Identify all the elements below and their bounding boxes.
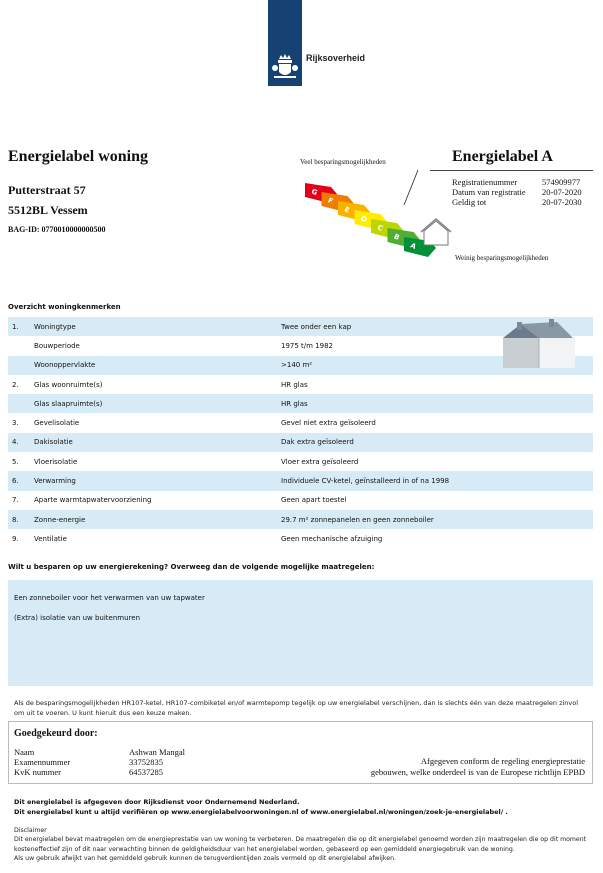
scale-band-letter: D xyxy=(359,214,369,225)
org-name: Rijksoverheid xyxy=(306,53,366,63)
disclaimer-text: Als uw gebruik afwijkt van het gemiddeld gebruik kunnen de terugverdientijden zoals vermeld op dit energielabel afwijken. xyxy=(14,854,396,862)
row-value: >140 m² xyxy=(281,356,593,375)
row-name: Bouwperiode xyxy=(34,341,80,350)
row-value: Dak extra geïsoleerd xyxy=(281,433,593,452)
row-name: Woningtype xyxy=(34,317,281,336)
disclaimer xyxy=(14,826,589,863)
advice-note: Als de besparingsmogelijkheden HR107-ketel, HR107-combiketel en/of warmtepomp tegelijk op uw energielabel verschijnen, dan is slechts één van deze maatregelen zinvol om uit te voeren. U kunt hieruit dus een keuze maken. xyxy=(14,699,579,717)
registration-date-label: Datum van registratie xyxy=(452,187,526,197)
approved-title: Goedgekeurd door: xyxy=(14,728,98,739)
measure-item: (Extra) isolatie van uw buitenmuren xyxy=(14,614,141,622)
house-illustration-icon xyxy=(495,318,585,376)
row-name: Woonoppervlakte xyxy=(34,356,281,375)
issued-line: Dit energielabel kunt u altijd verifiëren op www.energielabelvoorwoningen.nl of www.energielabel.nl/woningen/zoek-je-energielabel/ . xyxy=(14,808,508,817)
row-value: 1975 t/m 1982 xyxy=(281,341,334,350)
row-number: 7. xyxy=(12,496,19,505)
valid-until-label: Geldig tot xyxy=(452,197,487,207)
row-value: Geen apart toestel xyxy=(281,496,347,505)
row-value: HR glas xyxy=(281,380,308,389)
table-row xyxy=(8,510,593,529)
registration-number-value: 574909977 xyxy=(542,177,581,187)
row-number xyxy=(8,394,34,413)
table-row xyxy=(8,375,593,394)
registration-date-value: 20-07-2020 xyxy=(542,187,582,197)
table-row xyxy=(8,471,593,490)
regulation-line: gebouwen, welke onderdeel is van de Europese richtlijn EPBD xyxy=(370,766,585,777)
bag-id: BAG-ID: 0770010000000500 xyxy=(8,225,106,234)
scale-band-letter: A xyxy=(409,241,418,251)
valid-until-value: 20-07-2030 xyxy=(542,197,582,207)
registration-number-label: Registratienummer xyxy=(452,177,518,187)
row-number: 3. xyxy=(12,419,19,428)
scale-bottom-text: Weinig besparingsmogelijkheden xyxy=(455,254,549,262)
overview-title: Overzicht woningkenmerken xyxy=(8,303,121,311)
scale-band-letter: G xyxy=(310,187,319,198)
advice-box xyxy=(8,580,593,686)
row-name: Glas woonruimte(s) xyxy=(34,380,103,389)
table-row xyxy=(8,433,593,452)
disclaimer-text: Dit energielabel bevat maatregelen om de energieprestatie van uw woning te verbeteren. De maatregelen die op dit energielabel genoemd worden zijn maatregelen die op dit moment kosteneffectief zijn of dit naar verwachting binnen de geldigheidsduur van het energielabel worden, gebaseerd op een gemiddeld energiegebruik van de woning. xyxy=(14,836,587,853)
scale-band-letter: E xyxy=(343,205,351,215)
row-value: Twee onder een kap xyxy=(281,317,593,336)
row-number: 1. xyxy=(8,317,34,336)
row-value: 29.7 m² zonnepanelen en geen zonneboiler xyxy=(281,510,593,529)
row-value: Individuele CV-ketel, geïnstalleerd in of na 1998 xyxy=(281,471,593,490)
row-value: Gevel niet extra geïsoleerd xyxy=(281,419,376,428)
row-number: 9. xyxy=(12,534,19,543)
name-label: Naam xyxy=(14,747,35,757)
scale-bands xyxy=(305,183,436,257)
row-name: Glas slaapruimte(s) xyxy=(34,394,281,413)
row-number xyxy=(8,336,34,355)
regulation-line: Afgegeven conform de regeling energieprestatie xyxy=(420,756,585,766)
house-icon xyxy=(421,219,451,245)
advice-question: Wilt u besparen op uw energierekening? Overweeg dan de volgende mogelijke maatregelen: xyxy=(8,563,375,571)
exam-number-value: 33752835 xyxy=(129,757,163,767)
row-number: 8. xyxy=(8,510,34,529)
page-title: Energielabel woning xyxy=(8,148,149,165)
measure-item: Een zonneboiler voor het verwarmen van uw tapwater xyxy=(14,594,205,602)
issued-text xyxy=(14,797,508,818)
row-name: Verwarming xyxy=(34,471,281,490)
table-row xyxy=(8,452,593,471)
table-row xyxy=(8,529,593,548)
table-row xyxy=(8,413,593,432)
street-address: Putterstraat 57 xyxy=(8,183,86,197)
scale-band-letter: C xyxy=(376,223,385,233)
regulation-text xyxy=(371,756,585,777)
row-number xyxy=(8,356,34,375)
issued-line: Dit energielabel is afgegeven door Rijksdienst voor Ondernemend Nederland. xyxy=(14,798,300,806)
kvk-number-value: 64537285 xyxy=(129,767,163,777)
table-row xyxy=(8,394,593,413)
postcode-city: 5512BL Vessem xyxy=(8,203,88,217)
row-name: Gevelisolatie xyxy=(34,419,80,428)
table-row xyxy=(8,491,593,510)
row-number: 2. xyxy=(12,380,19,389)
scale-band-letter: F xyxy=(326,196,335,206)
scale-top-text: Veel besparingsmogelijkheden xyxy=(300,158,386,166)
row-number: 6. xyxy=(8,471,34,490)
row-name: Dakisolatie xyxy=(34,433,281,452)
row-value: Geen mechanische afzuiging xyxy=(281,534,383,543)
row-number: 4. xyxy=(8,433,34,452)
row-name: Aparte warmtapwatervoorziening xyxy=(34,496,152,505)
row-name: Zonne-energie xyxy=(34,510,281,529)
crown-emblem-icon xyxy=(268,50,302,84)
row-number: 5. xyxy=(12,457,19,466)
row-name: Vloerisolatie xyxy=(34,457,78,466)
scale-band-letter: B xyxy=(392,232,401,242)
row-value: HR glas xyxy=(281,394,593,413)
name-value: Ashwan Mangal xyxy=(129,747,185,757)
row-value: Vloer extra geïsoleerd xyxy=(281,457,359,466)
kvk-number-label: KvK nummer xyxy=(14,767,61,777)
energy-label-scale xyxy=(300,165,470,260)
row-name: Ventilatie xyxy=(34,534,67,543)
label-title: Energielabel A xyxy=(452,148,553,165)
disclaimer-title: Disclaimer xyxy=(14,827,47,834)
exam-number-label: Examennummer xyxy=(14,757,71,767)
